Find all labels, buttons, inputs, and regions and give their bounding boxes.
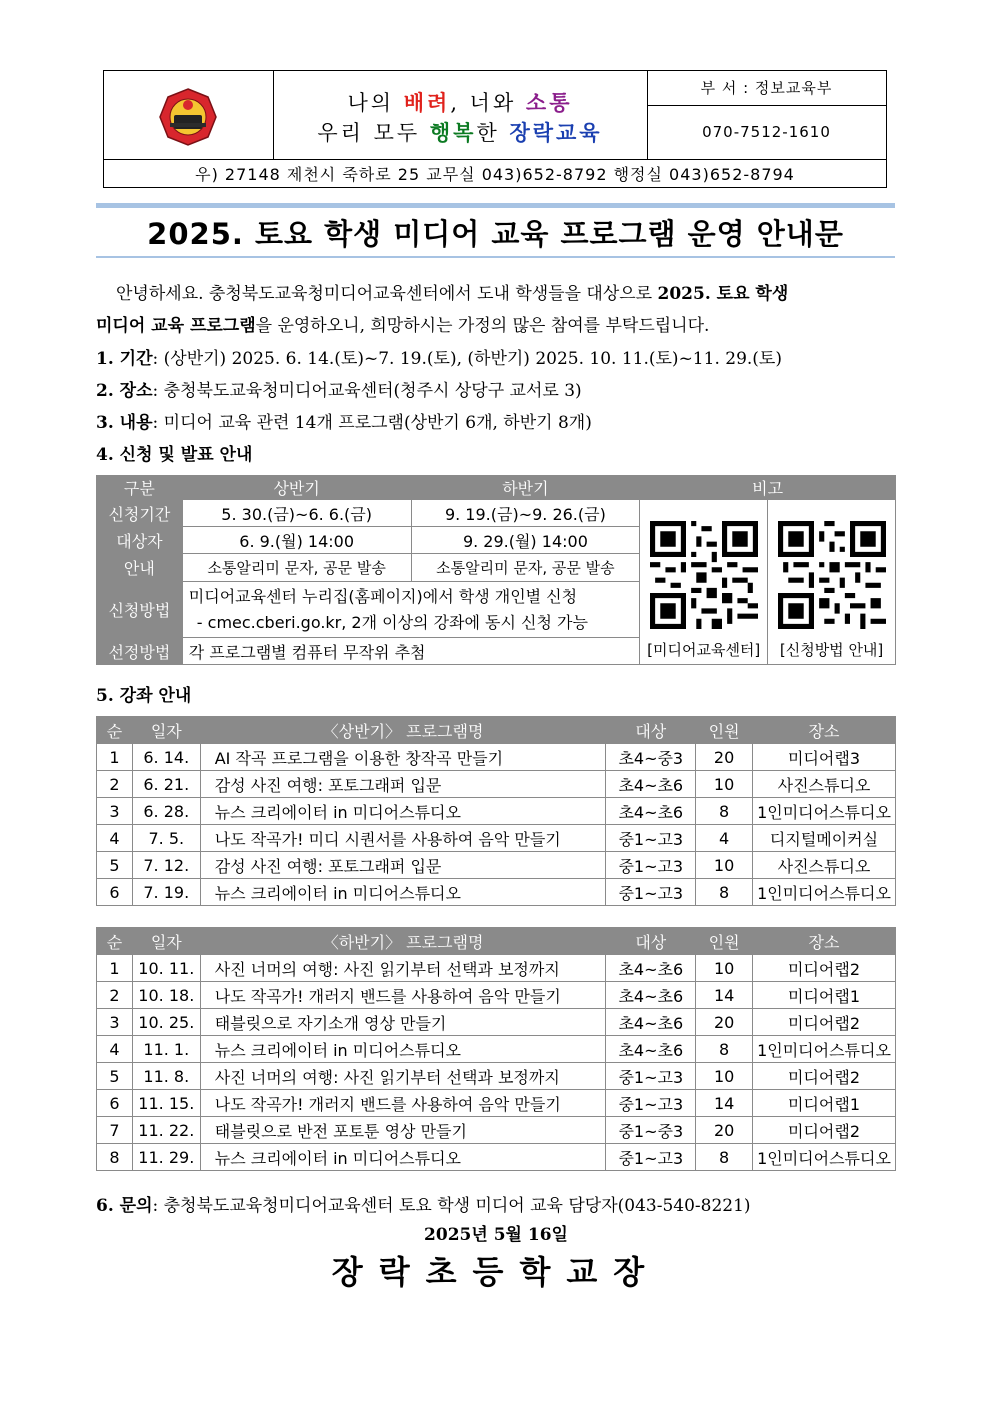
item-place [96,376,896,401]
second-half-rows [97,955,896,1171]
school-address: 우) 27148 제천시 죽하로 25 교무실 043)652-8792 행정실 043)652-8794 [104,159,886,189]
cell-target: 초4~초6 [606,1009,696,1036]
cell-program: 사진 너머의 여행: 사진 읽기부터 선택과 보정까지 [200,1063,606,1090]
method-text: 미디어교육센터 누리집(홈페이지)에서 학생 개인별 신청 [188,586,578,606]
cell-capacity: 10 [696,955,753,982]
cell-target: 초4~초6 [606,982,696,1009]
section-5-heading [96,681,896,706]
title-rule-bottom [96,256,895,258]
cell-program: 뉴스 크리에이터 in 미디어스튜디오 [200,798,606,825]
cell-target: 중1~고3 [606,852,696,879]
motto-text: 한 [476,121,510,145]
motto-text: , 너와 [450,91,526,115]
cell-place: 1인미디어스튜디오 [753,798,896,825]
cell-number: 4 [97,825,133,852]
table-cell: 6. 9.(월) 14:00 [182,527,411,554]
cell-date: 11. 29. [132,1144,200,1171]
cell-program: 감성 사진 여행: 포토그래퍼 입문 [200,852,606,879]
intro-text: 을 운영하오니, 희망하시는 가정의 많은 참여를 부탁드립니다. [255,316,710,336]
motto-line-2 [273,117,647,147]
cell-place: 1인미디어스튜디오 [753,879,896,906]
cell-capacity: 10 [696,1063,753,1090]
cell-number: 6 [97,1090,133,1117]
table-header-row [97,928,896,955]
cell-date: 7. 19. [132,879,200,906]
cell-target: 초4~초6 [606,1036,696,1063]
cell-place: 미디어랩1 [753,982,896,1009]
column-header: 순 [97,717,133,744]
cell-target: 초4~초6 [606,798,696,825]
column-header: 비고 [640,476,896,500]
document-date: 2025년 5월 16일 [424,1225,568,1245]
cell-date: 7. 12. [132,852,200,879]
cell-date: 10. 18. [132,982,200,1009]
column-header: 장소 [753,928,896,955]
cell-place: 1인미디어스튜디오 [753,1144,896,1171]
cell-number: 4 [97,1036,133,1063]
table-cell: 9. 29.(월) 14:00 [411,527,640,554]
department: 부 서 : 정보교육부 [647,71,886,106]
row-label: 대상자 [97,527,183,554]
cell-program: AI 작곡 프로그램을 이용한 창작곡 만들기 [200,744,606,771]
cell-date: 6. 14. [132,744,200,771]
table-cell: 5. 30.(금)~6. 6.(금) [182,500,411,527]
cell-capacity: 20 [696,1009,753,1036]
motto-word-care: 배려 [403,90,451,115]
school-emblem-icon [104,71,273,159]
table-row [97,1036,896,1063]
cell-place: 미디어랩2 [753,1063,896,1090]
table-row [97,879,896,906]
cell-number: 3 [97,798,133,825]
intro-line-1 [96,279,896,304]
cell-place: 미디어랩2 [753,1009,896,1036]
column-header: 인원 [696,717,753,744]
apply-table [96,475,896,665]
column-header: 일자 [132,928,200,955]
cell-target: 중1~고3 [606,1063,696,1090]
item-text: : 충청북도교육청미디어교육센터(청주시 상당구 교서로 3) [152,381,582,401]
column-header: 〈하반기〉 프로그램명 [200,928,606,955]
section-heading: 4. 신청 및 발표 안내 [96,445,253,465]
table-cell: 9. 19.(금)~9. 26.(금) [411,500,640,527]
intro-text: 안녕하세요. 충청북도교육청미디어교육센터에서 도내 학생들을 대상으로 [116,284,658,304]
table-header-row [97,476,896,500]
intro-bold: 미디어 교육 프로그램 [96,316,256,336]
item-text: : 미디어 교육 관련 14개 프로그램(상반기 6개, 하반기 8개) [152,413,592,433]
cell-date: 10. 25. [132,1009,200,1036]
cell-date: 6. 21. [132,771,200,798]
cell-place: 디지털메이커실 [753,825,896,852]
intro-line-2 [96,311,896,336]
column-header: 〈상반기〉 프로그램명 [200,717,606,744]
cell-place: 미디어랩2 [753,1117,896,1144]
letterhead [103,70,887,188]
item-content [96,408,896,433]
column-header: 장소 [753,717,896,744]
intro-bold: 2025. 토요 학생 [657,284,789,304]
cell-place: 미디어랩3 [753,744,896,771]
cell-program: 뉴스 크리에이터 in 미디어스튜디오 [200,879,606,906]
section-heading: 5. 강좌 안내 [96,686,192,706]
row-label: 신청방법 [97,582,183,638]
cell-number: 5 [97,1063,133,1090]
table-row [97,825,896,852]
column-header: 인원 [696,928,753,955]
cell-date: 11. 1. [132,1036,200,1063]
table-row [97,1063,896,1090]
table-cell: 소통알리미 문자, 공문 발송 [411,554,640,582]
cell-place: 사진스튜디오 [753,852,896,879]
cell-place: 1인미디어스튜디오 [753,1036,896,1063]
qr-caption: [신청방법 안내] [779,641,884,659]
cell-capacity: 8 [696,798,753,825]
table-header-row [97,717,896,744]
cell-program: 뉴스 크리에이터 in 미디어스튜디오 [200,1036,606,1063]
row-label: 선정방법 [97,638,183,665]
cell-target: 중1~고3 [606,825,696,852]
cell-date: 6. 28. [132,798,200,825]
cell-program: 감성 사진 여행: 포토그래퍼 입문 [200,771,606,798]
cell-number: 1 [97,744,133,771]
table-row [97,744,896,771]
cell-place: 사진스튜디오 [753,771,896,798]
column-header: 구분 [97,476,183,500]
cell-target: 중1~고3 [606,879,696,906]
page-title: 2025. 토요 학생 미디어 교육 프로그램 운영 안내문 [147,217,844,251]
cell-program: 태블릿으로 자기소개 영상 만들기 [200,1009,606,1036]
motto-word-happiness: 행복 [429,120,477,145]
cell-capacity: 8 [696,879,753,906]
school-motto [273,71,648,159]
table-row [97,798,896,825]
table-cell [182,582,640,638]
row-label: 안내 [97,554,183,582]
table-row [97,1117,896,1144]
table-cell: 각 프로그램별 컴퓨터 무작위 추첨 [182,638,640,665]
method-link-text: - cmec.cberi.go.kr, 2개 이상의 강좌에 동시 신청 가능 [196,612,588,632]
qr-cell-center [640,500,768,665]
table-row [97,500,896,527]
cell-number: 6 [97,879,133,906]
cell-number: 7 [97,1117,133,1144]
department-phone: 070-7512-1610 [702,123,831,141]
inquiry [96,1191,896,1216]
item-text: : 충청북도교육청미디어교육센터 토요 학생 미디어 교육 담당자(043-540-8221) [152,1196,751,1216]
section-4-heading [96,440,896,465]
table-row [97,1009,896,1036]
cell-number: 1 [97,955,133,982]
table-cell: 소통알리미 문자, 공문 발송 [182,554,411,582]
cell-capacity: 14 [696,982,753,1009]
cell-number: 2 [97,982,133,1009]
cell-capacity: 4 [696,825,753,852]
column-header: 대상 [606,928,696,955]
cell-program: 나도 작곡가! 개러지 밴드를 사용하여 음악 만들기 [200,982,606,1009]
cell-capacity: 10 [696,852,753,879]
motto-text: 우리 모두 [317,121,430,145]
qr-caption: [미디어교육센터] [647,641,761,659]
table-row [97,1090,896,1117]
motto-word-communication: 소통 [525,90,573,115]
cell-program: 태블릿으로 반전 포토툰 영상 만들기 [200,1117,606,1144]
column-header: 상반기 [182,476,411,500]
table-row [97,1144,896,1171]
column-header: 하반기 [411,476,640,500]
item-label: 6. 문의 [96,1196,153,1216]
qr-code-icon[interactable] [778,521,886,629]
column-header: 일자 [132,717,200,744]
cell-number: 3 [97,1009,133,1036]
cell-date: 11. 22. [132,1117,200,1144]
table-row [97,771,896,798]
cell-capacity: 14 [696,1090,753,1117]
table-row [97,955,896,982]
cell-target: 초4~중3 [606,744,696,771]
cell-program: 뉴스 크리에이터 in 미디어스튜디오 [200,1144,606,1171]
cell-place: 미디어랩1 [753,1090,896,1117]
cell-number: 2 [97,771,133,798]
row-label: 신청기간 [97,500,183,527]
motto-line-1 [273,87,647,117]
cell-capacity: 20 [696,744,753,771]
qr-code-icon[interactable] [650,521,758,629]
cell-program: 나도 작곡가! 개러지 밴드를 사용하여 음악 만들기 [200,1090,606,1117]
motto-text: 나의 [347,91,404,115]
motto-word-education: 장락교육 [509,120,603,145]
cell-target: 초4~초6 [606,955,696,982]
second-half-table [96,927,896,1171]
cell-capacity: 20 [696,1117,753,1144]
cell-number: 5 [97,852,133,879]
item-label: 2. 장소 [96,381,153,401]
item-label: 3. 내용 [96,413,153,433]
school-logo [104,71,274,159]
cell-capacity: 10 [696,771,753,798]
column-header: 대상 [606,717,696,744]
cell-program: 사진 너머의 여행: 사진 읽기부터 선택과 보정까지 [200,955,606,982]
cell-number: 8 [97,1144,133,1171]
signature: 장락초등학교장 [331,1253,661,1291]
item-label: 1. 기간 [96,349,153,369]
first-half-rows [97,744,896,906]
cell-target: 중1~고3 [606,1090,696,1117]
qr-cell-guide [768,500,896,665]
cell-target: 중1~고3 [606,1144,696,1171]
item-period [96,344,896,369]
column-header: 순 [97,928,133,955]
cell-date: 11. 8. [132,1063,200,1090]
table-row [97,852,896,879]
first-half-table [96,716,896,906]
cell-capacity: 8 [696,1036,753,1063]
cell-capacity: 8 [696,1144,753,1171]
cell-date: 7. 5. [132,825,200,852]
item-text: : (상반기) 2025. 6. 14.(토)~7. 19.(토), (하반기) 2025. 10. 11.(토)~11. 29.(토) [152,349,782,369]
table-row [97,982,896,1009]
cell-target: 초4~초6 [606,771,696,798]
cell-target: 중1~중3 [606,1117,696,1144]
cell-date: 10. 11. [132,955,200,982]
cell-date: 11. 15. [132,1090,200,1117]
cell-place: 미디어랩2 [753,955,896,982]
cell-program: 나도 작곡가! 미디 시퀀서를 사용하여 음악 만들기 [200,825,606,852]
title-rule-top [96,203,895,208]
